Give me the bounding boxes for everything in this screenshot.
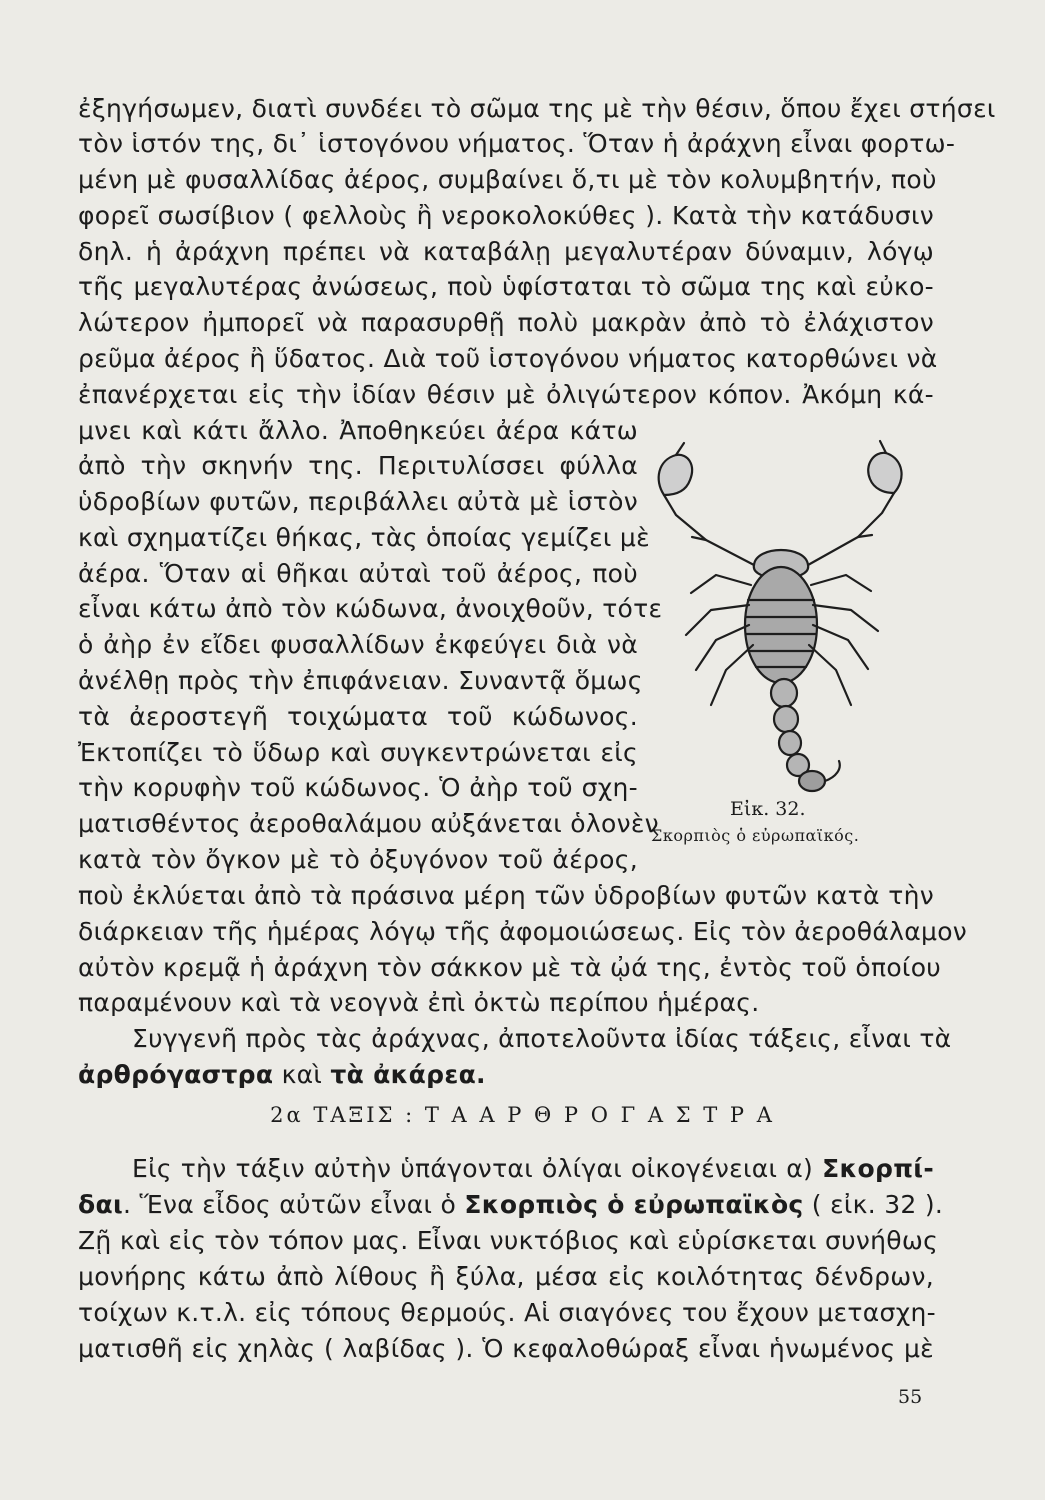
text-line: τὴν κορυφὴν τοῦ κώδωνος. Ὁ ἀὴρ τοῦ σχη- bbox=[78, 773, 638, 802]
text-line: μένη μὲ φυσαλλίδας ἀέρος, συμβαίνει ὅ,τι μὲ τὸν κολυμβητήν, ποὺ bbox=[78, 165, 937, 194]
text-span: ( εἰκ. 32 ). bbox=[803, 1190, 944, 1219]
figure-caption: Σκορπιὸς ὁ εὐρωπαϊκός. bbox=[651, 826, 860, 845]
text-line: εἶναι κάτω ἀπὸ τὸν κώδωνα, ἀνοιχθοῦν, τότε bbox=[78, 594, 663, 623]
text-span: . Ἕνα εἶδος αὐτῶν εἶναι ὁ bbox=[123, 1190, 465, 1219]
text-line: καὶ σχηματίζει θήκας, τὰς ὁποίας γεμίζει μὲ bbox=[78, 523, 650, 552]
text-line: ἐπανέρχεται εἰς τὴν ἰδίαν θέσιν μὲ ὀλιγώτερον κόπον. Ἀκόμη κά- bbox=[78, 380, 934, 409]
bold-term: δαι bbox=[78, 1190, 123, 1219]
text-line: κατὰ τὸν ὄγκον μὲ τὸ ὀξυγόνον τοῦ ἀέρος, bbox=[78, 845, 638, 874]
text-line: ἀέρα. Ὅταν αἱ θῆκαι αὐταὶ τοῦ ἀέρος, ποὺ bbox=[78, 559, 638, 588]
text-line: τῆς μεγαλυτέρας ἀνώσεως, ποὺ ὑφίσταται τὸ σῶμα της καὶ εὐκο- bbox=[78, 272, 934, 301]
text-line bbox=[78, 1058, 486, 1092]
text-line: φορεῖ σωσίβιον ( φελλοὺς ἢ νεροκολοκύθες ). Κατὰ τὴν κατάδυσιν bbox=[78, 201, 934, 230]
text-line: τὰ ἀεροστεγῆ τοιχώματα τοῦ κώδωνος. bbox=[78, 702, 638, 731]
text-line: μνει καὶ κάτι ἄλλο. Ἀποθηκεύει ἀέρα κάτω bbox=[78, 416, 638, 445]
text-line: παραμένουν καὶ τὰ νεογνὰ ἐπὶ ὀκτὼ περίπου ἡμέρας. bbox=[78, 988, 760, 1017]
text-line: τοίχων κ.τ.λ. εἰς τόπους θερμούς. Αἱ σιαγόνες του ἔχουν μετασχη- bbox=[78, 1298, 936, 1327]
text-line: μονήρης κάτω ἀπὸ λίθους ἢ ξύλα, μέσα εἰς κοιλότητας δένδρων, bbox=[78, 1262, 934, 1291]
text-line: λώτερον ἠμπορεῖ νὰ παρασυρθῇ πολὺ μακρὰν ἀπὸ τὸ ἐλάχιστον bbox=[78, 308, 934, 337]
section-heading: 2α ΤΑΞΙΣ : Τ Α Α Ρ Θ Ρ Ο Γ Α Σ Τ Ρ Α bbox=[270, 1103, 775, 1127]
bold-term: Σκορπιὸς ὁ εὐρωπαϊκὸς bbox=[464, 1190, 804, 1219]
text-line: αὐτὸν κρεμᾷ ἡ ἀράχνη τὸν σάκκον μὲ τὰ ᾠά της, ἐντὸς τοῦ ὁποίου bbox=[78, 953, 942, 982]
text-line: ὑδροβίων φυτῶν, περιβάλλει αὐτὰ μὲ ἱστὸν bbox=[78, 487, 638, 516]
text-line: διάρκειαν τῆς ἡμέρας λόγῳ τῆς ἀφομοιώσεως. Εἰς τὸν ἀεροθάλαμον bbox=[78, 917, 968, 946]
text-line: τὸν ἱστόν της, δι᾽ ἱστογόνου νήματος. Ὅταν ἡ ἀράχνη εἶναι φορτω- bbox=[78, 129, 956, 158]
scorpion-illustration bbox=[636, 425, 926, 825]
text-line: δηλ. ἡ ἀράχνη πρέπει νὰ καταβάλῃ μεγαλυτέραν δύναμιν, λόγῳ bbox=[78, 237, 934, 266]
page-number: 55 bbox=[898, 1386, 923, 1408]
bold-term: Σκορπί- bbox=[822, 1154, 934, 1183]
bold-term: τὰ ἀκάρεα. bbox=[330, 1060, 486, 1089]
text-line: Ζῇ καὶ εἰς τὸν τόπον μας. Εἶναι νυκτόβιος καὶ εὑρίσκεται συνήθως bbox=[78, 1226, 939, 1255]
text-span: Εἰς τὴν τάξιν αὐτὴν ὑπάγονται ὀλίγαι οἰκογένειαι α) bbox=[132, 1154, 823, 1183]
text-line: ἀπὸ τὴν σκηνήν της. Περιτυλίσσει φύλλα bbox=[78, 451, 638, 480]
text-line: ἐξηγήσωμεν, διατὶ συνδέει τὸ σῶμα της μὲ τὴν θέσιν, ὅπου ἔχει στήσει bbox=[78, 94, 996, 123]
text-line bbox=[78, 1188, 944, 1222]
text-span: καὶ bbox=[273, 1060, 331, 1089]
figure-number: Εἰκ. 32. bbox=[730, 798, 806, 820]
text-line bbox=[132, 1152, 934, 1186]
text-line: ποὺ ἐκλύεται ἀπὸ τὰ πράσινα μέρη τῶν ὑδροβίων φυτῶν κατὰ τὴν bbox=[78, 881, 934, 910]
text-line: Συγγενῆ πρὸς τὰς ἀράχνας, ἀποτελοῦντα ἰδίας τάξεις, εἶναι τὰ bbox=[132, 1024, 952, 1053]
text-line: ματισθῆ εἰς χηλὰς ( λαβίδας ). Ὁ κεφαλοθώραξ εἶναι ἡνωμένος μὲ bbox=[78, 1334, 934, 1363]
text-line: ὁ ἀὴρ ἐν εἴδει φυσαλλίδων ἐκφεύγει διὰ νὰ bbox=[78, 630, 638, 659]
bold-term: ἀρθρόγαστρα bbox=[78, 1060, 274, 1089]
text-line: ρεῦμα ἀέρος ἢ ὕδατος. Διὰ τοῦ ἱστογόνου νήματος κατορθώνει νὰ bbox=[78, 344, 938, 373]
text-line: Ἐκτοπίζει τὸ ὕδωρ καὶ συγκεντρώνεται εἰς bbox=[78, 738, 638, 767]
text-line: ματισθέντος ἀεροθαλάμου αὐξάνεται ὁλονὲν bbox=[78, 809, 659, 838]
text-line: ἀνέλθῃ πρὸς τὴν ἐπιφάνειαν. Συναντᾷ ὅμως bbox=[78, 666, 643, 695]
